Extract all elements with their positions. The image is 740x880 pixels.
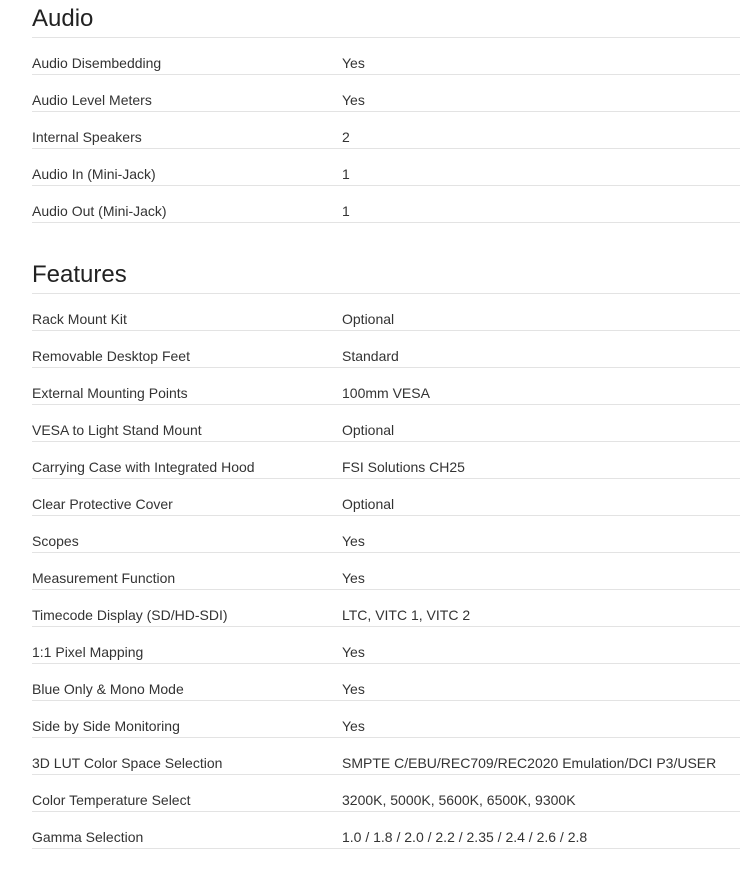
spec-row-external-mounting-points bbox=[32, 368, 740, 405]
spec-row-clear-protective-cover bbox=[32, 479, 740, 516]
spec-row-pixel-mapping bbox=[32, 627, 740, 664]
spec-value: Optional bbox=[342, 422, 395, 438]
spec-value: Yes bbox=[342, 681, 365, 697]
spec-value: LTC, VITC 1, VITC 2 bbox=[342, 607, 471, 623]
spec-label: Internal Speakers bbox=[32, 129, 142, 145]
spec-label: Audio Out (Mini-Jack) bbox=[32, 203, 167, 219]
spec-value: 3200K, 5000K, 5600K, 6500K, 9300K bbox=[342, 792, 576, 808]
spec-value: 1 bbox=[342, 203, 350, 219]
spec-value: Optional bbox=[342, 311, 395, 327]
spec-row-gamma-selection bbox=[32, 812, 740, 849]
spec-row-vesa-light-stand bbox=[32, 405, 740, 442]
spec-row-3d-lut bbox=[32, 738, 740, 775]
spec-label: External Mounting Points bbox=[32, 385, 188, 401]
spec-row-timecode-display bbox=[32, 590, 740, 627]
spec-row-internal-speakers bbox=[32, 112, 740, 149]
spec-label: Side by Side Monitoring bbox=[32, 718, 180, 734]
spec-row-measurement-function bbox=[32, 553, 740, 590]
spec-row-carrying-case bbox=[32, 442, 740, 479]
spec-value: Yes bbox=[342, 92, 365, 108]
spec-value: SMPTE C/EBU/REC709/REC2020 Emulation/DCI P3/USER bbox=[342, 755, 717, 771]
spec-label: Measurement Function bbox=[32, 570, 176, 586]
spec-row-scopes bbox=[32, 516, 740, 553]
features-section bbox=[32, 256, 740, 849]
spec-label: Blue Only & Mono Mode bbox=[32, 681, 184, 697]
features-spec-list bbox=[32, 294, 740, 849]
spec-row-audio-disembedding bbox=[32, 38, 740, 75]
spec-row-blue-only-mono bbox=[32, 664, 740, 701]
spec-label: Audio Disembedding bbox=[32, 55, 162, 71]
spec-label: Timecode Display (SD/HD-SDI) bbox=[32, 607, 228, 623]
spec-label: VESA to Light Stand Mount bbox=[32, 422, 202, 438]
spec-value: Optional bbox=[342, 496, 395, 512]
audio-section bbox=[32, 0, 740, 223]
spec-row-color-temperature bbox=[32, 775, 740, 812]
spec-label: 1:1 Pixel Mapping bbox=[32, 644, 144, 660]
spec-label: Carrying Case with Integrated Hood bbox=[32, 459, 255, 475]
spec-row-removable-desktop-feet bbox=[32, 331, 740, 368]
spec-value: 1.0 / 1.8 / 2.0 / 2.2 / 2.35 / 2.4 / 2.6 / 2.8 bbox=[342, 829, 588, 845]
spec-label: 3D LUT Color Space Selection bbox=[32, 755, 223, 771]
spec-value: Yes bbox=[342, 718, 365, 734]
spec-label: Rack Mount Kit bbox=[32, 311, 127, 327]
audio-spec-list bbox=[32, 38, 740, 223]
spec-value: Standard bbox=[342, 348, 399, 364]
spec-value: FSI Solutions CH25 bbox=[342, 459, 465, 475]
audio-section-title: Audio bbox=[32, 0, 740, 38]
spec-label: Scopes bbox=[32, 533, 79, 549]
spec-row-audio-in bbox=[32, 149, 740, 186]
spec-row-audio-out bbox=[32, 186, 740, 223]
spec-row-audio-level-meters bbox=[32, 75, 740, 112]
spec-label: Clear Protective Cover bbox=[32, 496, 173, 512]
spec-value: 100mm VESA bbox=[342, 385, 430, 401]
spec-label: Audio Level Meters bbox=[32, 92, 152, 108]
spec-label: Gamma Selection bbox=[32, 829, 144, 845]
spec-value: Yes bbox=[342, 533, 365, 549]
spec-label: Color Temperature Select bbox=[32, 792, 191, 808]
spec-value: Yes bbox=[342, 570, 365, 586]
spec-value: Yes bbox=[342, 644, 365, 660]
features-section-title: Features bbox=[32, 256, 740, 294]
spec-label: Audio In (Mini-Jack) bbox=[32, 166, 156, 182]
spec-value: Yes bbox=[342, 55, 365, 71]
spec-row-side-by-side bbox=[32, 701, 740, 738]
spec-label: Removable Desktop Feet bbox=[32, 348, 190, 364]
spec-value: 1 bbox=[342, 166, 350, 182]
spec-value: 2 bbox=[342, 129, 350, 145]
spec-row-rack-mount-kit bbox=[32, 294, 740, 331]
